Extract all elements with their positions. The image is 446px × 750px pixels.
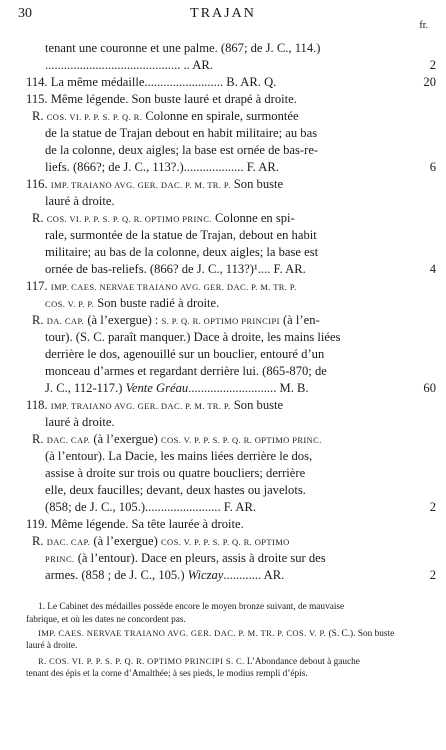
text-line: derrière le dos, agenouillé sur un bouclier, entouré d’un [45, 347, 325, 361]
legend-smallcaps: IMP. CAES. NERVAE TRAIANO AVG. GER. DAC. P. M. TR. P. COS. V. P. [38, 628, 327, 638]
page-number: 30 [18, 6, 32, 21]
text-line: lauré à droite. [45, 415, 115, 429]
footnote-line: fabrique, et où les dates ne concordent pas. [26, 615, 186, 625]
text-line: 115. Même légende. Son buste lauré et drapé à droite. [26, 92, 297, 106]
legend-smallcaps: DAC. CAP. [46, 435, 91, 445]
reverse-mark: R. [32, 432, 44, 446]
price-value: 2 [429, 500, 436, 514]
entry-number: 116. [26, 177, 48, 191]
text-line: tenant une couronne et une palme. (867; de J. C., 114.) [45, 41, 321, 55]
price-value: 2 [429, 568, 436, 582]
text-line: COS. V. P. P. Son buste radié à droite. [45, 296, 220, 310]
price-value: 2 [429, 58, 436, 72]
legend-smallcaps: DA. CAP. [46, 316, 85, 326]
legend-smallcaps: COS. V. P. P. S. P. Q. R. OPTIMO PRINC. [160, 435, 322, 445]
legend-smallcaps: PRINC. [45, 554, 75, 564]
price-value: 60 [423, 381, 436, 395]
text-line: 118. IMP. TRAIANO AVG. GER. DAC. P. M. TR. P. Son buste [26, 398, 284, 412]
text-line: (858; de J. C., 105.)........................ F. AR. 2 [45, 500, 436, 514]
text-line: elle, deux faucilles; devant, deux hastes ou javelots. [45, 483, 306, 497]
legend-smallcaps: COS. V. P. P. [45, 299, 95, 309]
legend-smallcaps: COS. VI. P. P. S. P. Q. R. [46, 112, 143, 122]
reverse-mark: R. [32, 109, 44, 123]
text-line: de la statue de Trajan debout en habit militaire; au bas [45, 126, 318, 140]
text-line: R. COS. VI. P. P. S. P. Q. R. Colonne en spirale, surmontée [32, 109, 299, 123]
entry-number: 117. [26, 279, 48, 293]
running-header [18, 6, 428, 31]
footnote-line: lauré à droite. [26, 641, 78, 651]
sale-name: Vente Gréau [125, 381, 189, 395]
footnote-line: IMP. CAES. NERVAE TRAIANO AVG. GER. DAC. P. M. TR. P. COS. V. P. (S. C.). Son buste [38, 628, 395, 639]
units-label: fr. [419, 20, 428, 31]
text-line: R. DAC. CAP. (à l’exergue) COS. V. P. P. S. P. Q. R. OPTIMO [32, 534, 290, 548]
footnote-line: 1. Le Cabinet des médailles possède encore le moyen bronze suivant, de mauvaise [38, 602, 345, 612]
legend-smallcaps: IMP. TRAIANO AVG. GER. DAC. P. M. TR. P. [50, 180, 231, 190]
text-line: PRINC. (à l’entour). Dace en pleurs, assis à droite sur des [45, 551, 326, 565]
legend-smallcaps: COS. VI. P. P. S. P. Q. R. OPTIMO PRINC. [46, 214, 212, 224]
text-line: militaire; au bas de la colonne, deux aigles; la base est [45, 245, 319, 259]
text-line: 114. La même médaille......................... B. AR. Q. 20 [26, 75, 436, 89]
text-line [0, 278, 446, 294]
collection-name: Wiczay [187, 568, 224, 582]
text-line: 116. IMP. TRAIANO AVG. GER. DAC. P. M. TR. P. Son buste [26, 177, 284, 191]
text-line: (à l’entour). La Dacie, les mains liées derrière le dos, [45, 449, 313, 463]
legend-smallcaps: IMP. TRAIANO AVG. GER. DAC. P. M. TR. P. [50, 401, 231, 411]
text-line: de la colonne, deux aigles; la base est ornée de bas-re- [45, 143, 319, 157]
text-line: ornée de bas-reliefs. (866? de J. C., 113?)¹.... F. AR. 4 [45, 262, 436, 276]
running-title: TRAJAN [190, 6, 256, 21]
text-line: tour). (S. C. paraît manquer.) Dace à droite, les mains liées [45, 330, 341, 344]
text-line: liefs. (866?; de J. C., 113?.)................... F. AR. 6 [45, 160, 436, 174]
reverse-mark: R. [32, 313, 44, 327]
text-line: R. COS. VI. P. P. S. P. Q. R. OPTIMO PRINC. Colonne en spi- [32, 211, 295, 225]
text-line: R. DA. CAP. (à l’exergue) : S. P. Q. R. OPTIMO PRINCIPI (à l’en- [32, 313, 320, 327]
legend-smallcaps: COS. V. P. P. S. P. Q. R. OPTIMO [160, 537, 290, 547]
footnote-line: tenant des épis et la corne d’Amalthée; à ses pieds, le modius rempli d’épis. [26, 669, 308, 679]
entry-number: 118. [26, 398, 48, 412]
text-line: J. C., 112-117.) Vente Gréau............................ M. B. 60 [45, 381, 436, 395]
text-line: assise à droite sur trois ou quatre boucliers; derrière [45, 466, 306, 480]
reverse-mark: R. [32, 211, 44, 225]
text-line: monceau d’armes et regardant derrière lui. (865-870; de [45, 364, 327, 378]
legend-smallcaps: DAC. CAP. [46, 537, 91, 547]
legend-smallcaps: S. P. Q. R. OPTIMO PRINCIPI [161, 316, 280, 326]
text-line: armes. (858 ; de J. C., 105.) Wiczay............ AR. 2 [45, 568, 436, 582]
footnote-line: R. COS. VI. P. P. S. P. Q. R. OPTIMO PRINCIPI S. C. L’Abondance debout à gauche [38, 656, 360, 667]
reverse-mark: R. [32, 534, 44, 548]
legend-smallcaps: R. COS. VI. P. P. S. P. Q. R. OPTIMO PRINCIPI S. C. [38, 656, 245, 666]
legend-smallcaps: IMP. CAES. NERVAE TRAIANO AVG. GER. DAC. P. M. TR. P. [50, 282, 297, 292]
price-value: 4 [429, 262, 436, 276]
price-value: 20 [423, 75, 436, 89]
text-line: ........................................... .. AR. 2 [45, 58, 436, 72]
text-line: lauré à droite. [45, 194, 115, 208]
text-line: rale, surmontée de la statue de Trajan, debout en habit [45, 228, 317, 242]
price-value: 6 [429, 160, 436, 174]
text-line: R. DAC. CAP. (à l’exergue) COS. V. P. P. S. P. Q. R. OPTIMO PRINC. [32, 432, 322, 446]
text-line: 119. Même légende. Sa tête laurée à droite. [26, 517, 244, 531]
